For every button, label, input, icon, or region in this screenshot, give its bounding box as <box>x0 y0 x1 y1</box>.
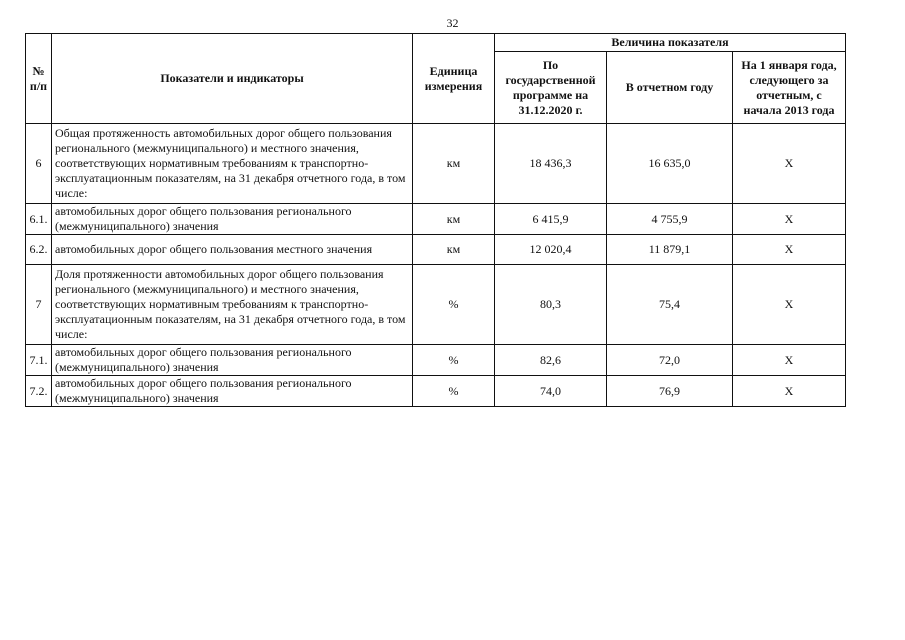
row-num: 7.2. <box>26 376 52 407</box>
header-unit: Единица измерения <box>413 34 495 124</box>
row-unit: км <box>413 124 495 204</box>
row-program-value: 6 415,9 <box>495 204 607 235</box>
table-row <box>26 376 846 407</box>
header-since-2013: На 1 января года, следующего за отчетным, с начала 2013 года <box>733 52 846 124</box>
row-indicator: автомобильных дорог общего пользования регионального (межмуниципального) значения <box>52 376 413 407</box>
table-row <box>26 265 846 345</box>
header-program: По государственной программе на 31.12.2020 г. <box>495 52 607 124</box>
table-header <box>26 34 846 124</box>
header-value-group: Величина показателя <box>495 34 846 52</box>
row-program-value: 18 436,3 <box>495 124 607 204</box>
row-program-value: 12 020,4 <box>495 235 607 265</box>
row-num: 6 <box>26 124 52 204</box>
row-indicator: автомобильных дорог общего пользования регионального (межмуниципального) значения <box>52 204 413 235</box>
table-row <box>26 235 846 265</box>
row-unit: км <box>413 204 495 235</box>
table-row <box>26 204 846 235</box>
row-since-2013-value: Х <box>733 124 846 204</box>
row-unit: км <box>413 235 495 265</box>
row-program-value: 82,6 <box>495 345 607 376</box>
page-number: 32 <box>446 16 459 30</box>
row-unit: % <box>413 265 495 345</box>
row-since-2013-value: Х <box>733 345 846 376</box>
row-since-2013-value: Х <box>733 265 846 345</box>
row-report-year-value: 76,9 <box>607 376 733 407</box>
row-unit: % <box>413 376 495 407</box>
row-num: 7.1. <box>26 345 52 376</box>
row-indicator: Доля протяженности автомобильных дорог общего пользования регионального (межмуниципального) и местного значения, соответствующих нормативным требованиям к транспортно-эксплуатационным показателям, на 31 декабря отчетного года, в том числе: <box>52 265 413 345</box>
header-indicators: Показатели и индикаторы <box>52 34 413 124</box>
row-report-year-value: 72,0 <box>607 345 733 376</box>
row-program-value: 74,0 <box>495 376 607 407</box>
row-since-2013-value: Х <box>733 235 846 265</box>
table-row <box>26 124 846 204</box>
row-indicator: автомобильных дорог общего пользования регионального (межмуниципального) значения <box>52 345 413 376</box>
row-num: 6.1. <box>26 204 52 235</box>
row-since-2013-value: Х <box>733 376 846 407</box>
indicators-table <box>25 33 846 407</box>
header-num: № п/п <box>26 34 52 124</box>
row-report-year-value: 16 635,0 <box>607 124 733 204</box>
row-num: 6.2. <box>26 235 52 265</box>
row-indicator: Общая протяженность автомобильных дорог общего пользования регионального (межмуниципального) и местного значения, соответствующих нормативным требованиям к транспортно-эксплуатационным показателям, на 31 декабря отчетного года, в том числе: <box>52 124 413 204</box>
header-report-year: В отчетном году <box>607 52 733 124</box>
table-body <box>26 124 846 407</box>
row-since-2013-value: Х <box>733 204 846 235</box>
row-report-year-value: 4 755,9 <box>607 204 733 235</box>
row-num: 7 <box>26 265 52 345</box>
row-unit: % <box>413 345 495 376</box>
row-program-value: 80,3 <box>495 265 607 345</box>
table-row <box>26 345 846 376</box>
row-indicator: автомобильных дорог общего пользования местного значения <box>52 235 413 265</box>
row-report-year-value: 11 879,1 <box>607 235 733 265</box>
row-report-year-value: 75,4 <box>607 265 733 345</box>
